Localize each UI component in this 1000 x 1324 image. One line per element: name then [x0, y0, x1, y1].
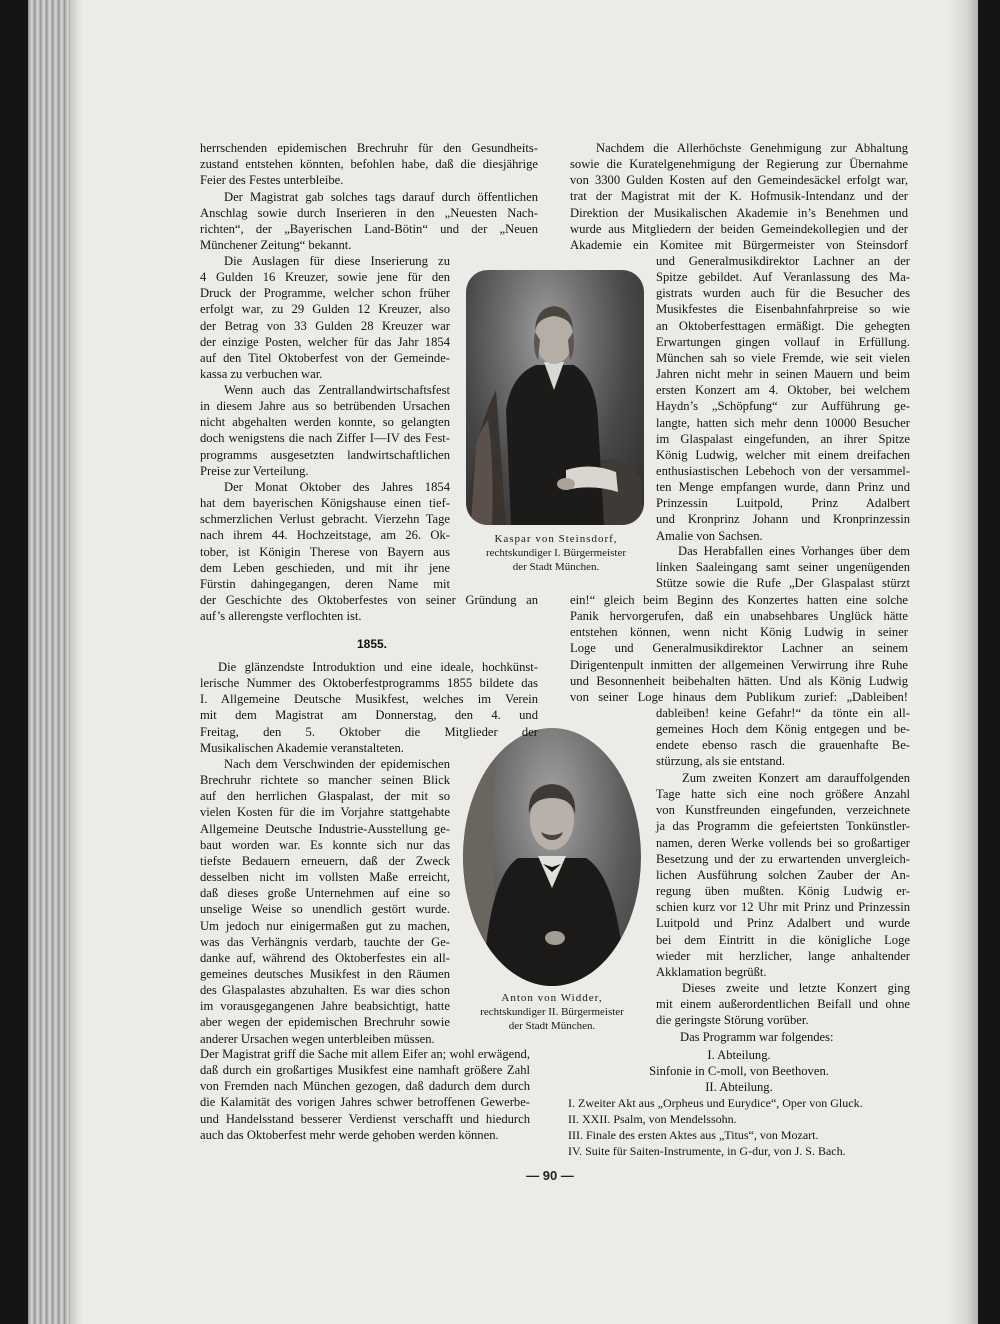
paragraph-line: Wenn auch das Zentrallandwirtschaftsfest	[224, 383, 450, 397]
paragraph-line: baut worden war. Es konnte sich nur das	[200, 837, 450, 852]
program-item: III. Finale des ersten Aktes aus „Titus“, von Mozart.	[568, 1128, 819, 1143]
paragraph-line: Prinzessin Luitpold, Prinz Adalbert	[656, 496, 910, 511]
program-item: II. XXII. Psalm, von Mendelssohn.	[568, 1112, 737, 1127]
portrait-widder-image	[463, 728, 641, 986]
paragraph-line: trat der Magistrat mit der K. Hofmusik-Intendanz und der	[570, 189, 908, 204]
program-item: IV. Suite für Saiten-Instrumente, in G-dur, von J. S. Bach.	[568, 1144, 846, 1159]
paragraph-line: linken Saaleingang samt seiner ungenügenden	[656, 560, 910, 575]
paragraph-line: tober, ist Königin Therese von Bayern aus	[200, 544, 450, 559]
caption-line: rechtskundiger I. Bürgermeister	[485, 546, 626, 559]
paragraph-line: was das Verhängnis verdarb, tauchte der Ge-	[200, 934, 450, 949]
portrait-widder-caption	[452, 992, 652, 1033]
paragraph-line: König Ludwig, welcher mit einem dreifachen	[656, 447, 910, 462]
paragraph-line: doch wenigstens die nach Ziffer I—IV des Fest-	[200, 431, 450, 446]
book-binding	[28, 0, 70, 1324]
paragraph-line: Der Magistrat gab solches tags darauf durch öffentlichen	[224, 189, 538, 204]
paragraph-line: Die glänzendste Introduktion und eine ideale, hochkünst-	[218, 660, 538, 674]
paragraph-line: programms ausgesetzten landwirtschaftlichen	[200, 447, 450, 462]
section-heading-1855: 1855.	[356, 637, 388, 651]
paragraph-line: I. Allgemeine Deutsche Musikfest, welches im Verein	[200, 692, 538, 707]
paragraph-line: lerische Nummer des Oktoberfestprogramms 1855 bildete das	[200, 676, 538, 691]
paragraph-line: und Besonnenheit beibehalten hätten. Und als König Ludwig	[570, 673, 908, 688]
paragraph-line: desselben nicht im vollsten Maße erreicht,	[200, 870, 450, 885]
portrait-steinsdorf-caption	[456, 533, 656, 574]
paragraph-line: daß dieses große Unternehmen auf eine so	[200, 886, 450, 901]
paragraph-line: schien kurz vor 12 Uhr mit Prinz und Prinzessin	[656, 900, 910, 915]
paragraph-line: auf’s allerengste verflochten ist.	[200, 609, 362, 624]
paragraph-line: im Glaspalast eingefunden, an ihrer Spitze	[656, 431, 910, 446]
paragraph-line: stürzung, als sie entstand.	[656, 754, 786, 769]
paragraph-line: Der Magistrat griff die Sache mit allem Eifer an; wohl erwägend,	[200, 1047, 530, 1061]
program-part1-item: Sinfonie in C-moll, von Beethoven.	[649, 1064, 829, 1078]
paragraph-line: danke auf, während des Oktoberfestes ein all-	[200, 950, 450, 965]
program-part1-title: I. Abteilung.	[707, 1048, 771, 1062]
paragraph-line: richten“, der „Bayerischen Land-Bötin“ und der „Neuen	[200, 221, 538, 236]
program-part2-title: II. Abteilung.	[705, 1080, 773, 1094]
paragraph-line: Tage hatte sich eine noch größere Anzahl	[656, 787, 910, 802]
paragraph-line: Haydn’s „Schöpfung“ zur Aufführung ge-	[656, 399, 910, 414]
paragraph-line: von Kunstfreunden eingefunden, verzeichnete	[656, 803, 910, 818]
paragraph-line: München sah so viele Fremde, wie seit vielen	[656, 350, 910, 365]
paragraph-line: enthusiastischen Lebehoch von der versammel-	[656, 463, 910, 478]
paragraph-line: Musikalischen Akademie veranstalteten.	[200, 740, 404, 755]
paragraph-line: von 3300 Gulden Kosten auf den Gemeindesäckel erfolgt war,	[570, 173, 908, 188]
paragraph-line: Panik hervorgerufen, daß ein unabsehbares Unglück hätte	[570, 609, 908, 624]
paragraph-line: auf den herrlichen Glaspalast, der mit so	[200, 789, 450, 804]
paragraph-line: Dirigentenpult inmitten der allgemeinen Verwirrung ihre Ruhe	[570, 657, 908, 672]
paragraph-line: entstehen können, wenn nicht König Ludwig in seiner	[570, 625, 908, 640]
paragraph-line: die geringste Störung vorüber.	[656, 1013, 809, 1028]
paragraph-line: von seiner Loge hinaus dem Publikum zurief: „Dableiben!	[570, 689, 908, 704]
paragraph-line: mit einem außerordentlichen Beifall und ohne	[656, 997, 910, 1012]
paragraph-line: im vorausgegangenen Jahre beabsichtigt, hatte	[200, 999, 450, 1014]
paragraph-line: tiefste Bedauern erneuern, daß der Zweck	[200, 853, 450, 868]
page-edge-shadow	[948, 0, 978, 1324]
paragraph-line: Besetzung und der zu erwartenden unvergleich-	[656, 851, 910, 866]
paragraph-line: herrschenden epidemischen Brechruhr für den Gesundheits-	[200, 141, 538, 155]
paragraph-line: gemeines Hoch dem König entgegen und be-	[656, 722, 910, 737]
paragraph-line: daß durch ein großartiges Musikfest eine namhaft größere Zahl	[200, 1063, 530, 1078]
paragraph-line: langte, hatten sich mehr denn 10000 Besucher	[656, 415, 910, 430]
paragraph-line: Luitpold und Prinz Adalbert und wurde	[656, 916, 910, 931]
paragraph-line: regung üben mußten. König Ludwig er-	[656, 884, 910, 899]
paragraph-line: ersten Konzert am 4. Oktober, bei welchem	[656, 383, 910, 398]
paragraph-line: auf den Titel Oktoberfest von der Gemeinde-	[200, 350, 450, 365]
caption-line: der Stadt München.	[508, 1019, 596, 1032]
paragraph-line: der Geschichte des Oktoberfestes von seiner Gründung an	[200, 593, 538, 607]
paragraph-line: mit dem Magistrat am Donnerstag, den 4. und	[200, 708, 538, 723]
paragraph-line: Musikfestes die Eisenbahnfahrpreise so wie	[656, 302, 910, 317]
page-number: — 90 —	[526, 1168, 574, 1183]
paragraph-line: die Kalamität des vorigen Jahres schwer betroffenen Gewerbe-	[200, 1095, 530, 1110]
page-gutter-shadow	[70, 0, 82, 1324]
paragraph-line: gistrats wurden auch für die Besucher des	[656, 286, 910, 301]
paragraph-line: und Generalmusikdirektor Lachner an der	[656, 254, 910, 268]
paragraph-line: der einzige Posten, welcher für das Jahr 1854	[200, 334, 450, 349]
paragraph-line: endete ebenso rasch die grauenhafte Be-	[656, 738, 910, 753]
paragraph-line: Feier des Festes unterbleibe.	[200, 173, 344, 188]
paragraph-line: Akademie ein Komitee mit Bürgermeister von Steinsdorf	[570, 237, 908, 252]
paragraph-line: sowie die Kuratelgenehmigung der Regierung zur Übernahme	[570, 157, 908, 172]
paragraph-line: an Oktoberfesttagen ermäßigt. Die gehegten	[656, 318, 910, 333]
paragraph-line: Münchener Zeitung“ bekannt.	[200, 237, 352, 252]
paragraph-line: Stütze sowie die Rufe „Der Glaspalast stürzt	[656, 576, 910, 591]
paragraph-line: lichen Ausführung solchen Zauber der An-	[656, 867, 910, 882]
caption-line: rechtskundiger II. Bürgermeister	[480, 1005, 624, 1018]
paragraph-line: Freitag, den 5. Oktober die Mitglieder der	[200, 724, 538, 739]
paragraph-line: Das Herabfallen eines Vorhanges über dem	[678, 544, 910, 558]
paragraph-line: Zum zweiten Konzert am darauffolgenden	[682, 771, 910, 785]
paragraph-line: kassa zu verbuchen war.	[200, 367, 323, 382]
paragraph-line: zustand entstehen könnten, befohlen habe, daß die diesjährige	[200, 157, 538, 172]
paragraph-line: erfolgt war, zu 29 Gulden 12 Kreuzer, also	[200, 302, 450, 317]
paragraph-line: Um jedoch nur einigermaßen gut zu machen,	[200, 918, 450, 933]
paragraph-line: namen, deren Werke vollends bei so großartiger	[656, 835, 910, 850]
program-intro: Das Programm war folgendes:	[680, 1030, 834, 1044]
paragraph-line: schmerzlichen Verlust gebracht. Vierzehn Tage	[200, 512, 450, 527]
paragraph-line: Dieses zweite und letzte Konzert ging	[682, 981, 910, 995]
paragraph-line: Preise zur Verteilung.	[200, 463, 309, 478]
paragraph-line: Direktion der Musikalischen Akademie in’s Benehmen und	[570, 205, 908, 220]
paragraph-line: dableiben! keine Gefahr!“ da tönte ein all-	[656, 706, 910, 720]
caption-line: Kaspar von Steinsdorf,	[494, 533, 618, 545]
paragraph-line: Der Monat Oktober des Jahres 1854	[224, 480, 450, 494]
paragraph-line: Akklamation begrüßt.	[656, 964, 767, 979]
paragraph-line: aber wegen der epidemischen Brechruhr sowie	[200, 1015, 450, 1030]
caption-line: der Stadt München.	[512, 560, 600, 573]
paragraph-line: Loge und Generalmusikdirektor Lachner an seinem	[570, 641, 908, 656]
paragraph-line: ja das Programm die gefeiertsten Tonkünstler-	[656, 819, 910, 834]
paragraph-line: Fürstin dahingegangen, deren Name mit	[200, 576, 450, 591]
paragraph-line: dem Leben geschieden, und mit ihr jene	[200, 560, 450, 575]
paragraph-line: und Kronprinz Johann und Kronprinzessin	[656, 512, 910, 527]
paragraph-line: hat dem bayerischen Königshause einen tief-	[200, 496, 450, 511]
paragraph-line: in diesem Jahre aus so betrübenden Ursachen	[200, 399, 450, 414]
paragraph-line: Die Auslagen für diese Inserierung zu	[224, 254, 450, 268]
paragraph-line: der Betrag von 33 Gulden 28 Kreuzer war	[200, 318, 450, 333]
paragraph-line: Nachdem die Allerhöchste Genehmigung zur Abhaltung	[596, 141, 908, 155]
paragraph-line: Brechruhr richtete so mancher seinen Blick	[200, 773, 450, 788]
paragraph-line: und Handelsstand besserer Verdienst verschafft und hiedurch	[200, 1111, 530, 1126]
paragraph-line: wieder mit herzlicher, lange anhaltender	[656, 948, 910, 963]
paragraph-line: Druck der Programme, welcher schon früher	[200, 286, 450, 301]
paragraph-line: auch das Oktoberfest mehr werde gehoben werden können.	[200, 1127, 499, 1142]
paragraph-line: Spitze gebildet. Auf Veranlassung des Ma-	[656, 270, 910, 285]
paragraph-line: nicht abgehalten werden konnte, so gelangten	[200, 415, 450, 430]
paragraph-line: Erwartungen gingen vollauf in Erfüllung.	[656, 334, 910, 349]
paragraph-line: unselige Weise so unendlich gestört wurde.	[200, 902, 450, 917]
paragraph-line: Jahren nicht mehr in seinen Mauern und beim	[656, 367, 910, 382]
paragraph-line: ten Menge empfangen wurde, dann Prinz und	[656, 480, 910, 495]
paragraph-line: anderer Ursachen wegen unterbleiben müssen.	[200, 1031, 435, 1046]
paragraph-line: von Fremden nach München gezogen, daß dadurch dem durch	[200, 1079, 530, 1094]
paragraph-line: wurde aus Mitgliedern der beiden Gemeindekollegien und der	[570, 221, 908, 236]
caption-line: Anton von Widder,	[501, 992, 603, 1004]
paragraph-line: Nach dem Verschwinden der epidemischen	[224, 757, 450, 771]
paragraph-line: Allgemeine Deutsche Industrie-Ausstellung ge-	[200, 821, 450, 836]
paragraph-line: vielen Kosten für die im Vorjahre stattgehabte	[200, 805, 450, 820]
program-item: I. Zweiter Akt aus „Orpheus und Eurydice“, Oper von Gluck.	[568, 1096, 863, 1110]
paragraph-line: bei dem Eintritt in die königliche Loge	[656, 932, 910, 947]
paragraph-line: Amalie von Sachsen.	[656, 528, 763, 543]
paragraph-line: des Glaspalastes abzuhalten. Es war dies schon	[200, 983, 450, 998]
paragraph-line: ein!“ gleich beim Beginn des Konzertes hatten eine solche	[570, 593, 908, 607]
paragraph-line: nach ihrem 44. Hochzeitstage, am 26. Ok-	[200, 528, 450, 543]
portrait-steinsdorf-image	[466, 270, 644, 525]
paragraph-line: gemeines deutsches Musikfest in den Räumen	[200, 966, 450, 981]
paragraph-line: Anschlag sowie durch Inserieren in den „Neuesten Nach-	[200, 205, 538, 220]
paragraph-line: 4 Gulden 16 Kreuzer, sowie jene für den	[200, 270, 450, 285]
